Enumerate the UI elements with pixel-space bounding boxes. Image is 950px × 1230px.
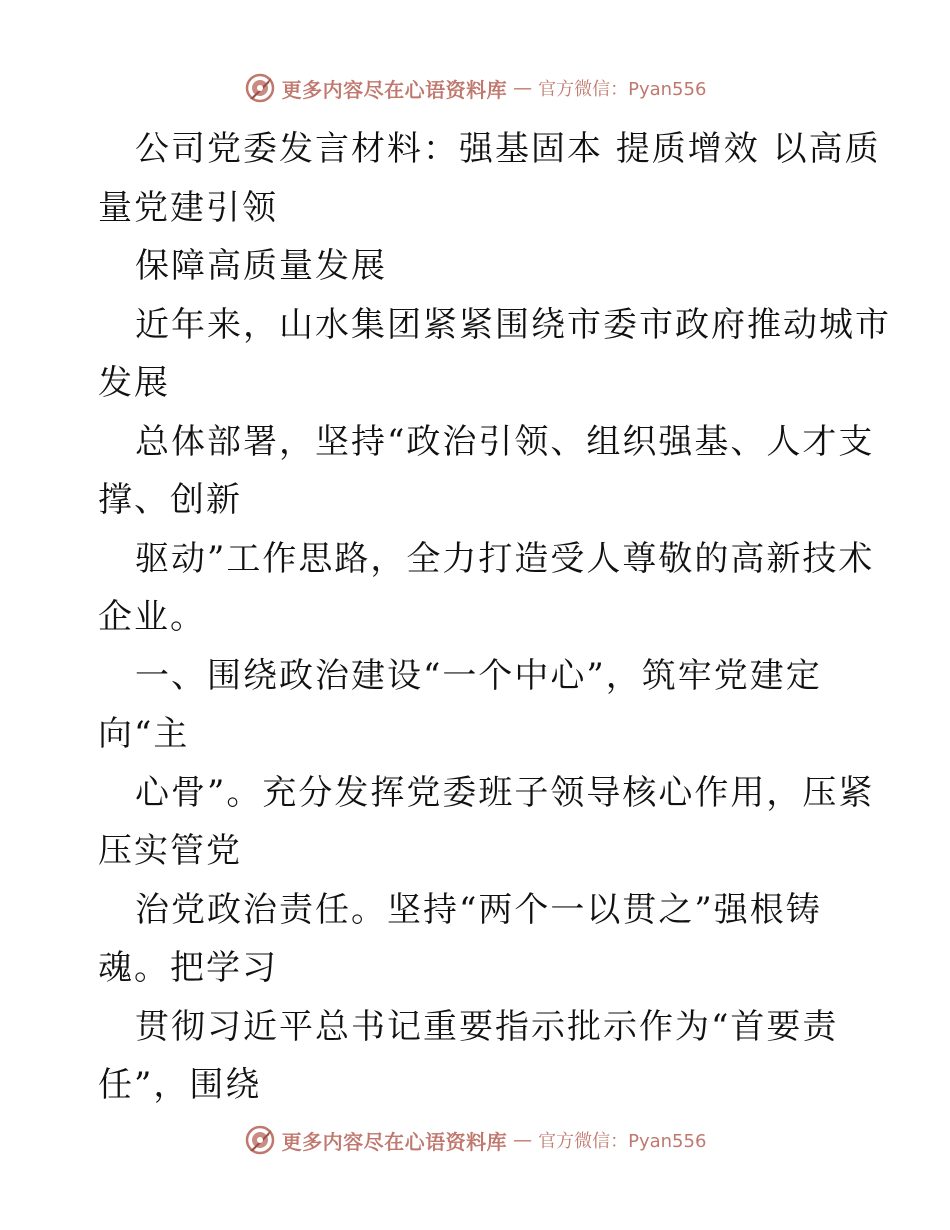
watermark-dash: — [513,77,533,99]
doc-line: 任”，围绕 [98,1065,262,1105]
doc-line: 量党建引领 [98,187,278,228]
doc-line: 魂。把学习 [98,948,278,988]
doc-line: 向“主 [98,714,190,754]
watermark-main-text: 更多内容尽在心语资料库 [281,1129,508,1154]
header-watermark [0,72,950,104]
doc-line: 贯彻习近平总书记重要指示批示作为“首要责 [135,1006,839,1047]
document-body [98,120,891,1115]
doc-line: 公司党委发言材料：强基固本 提质增效 以高质 [135,129,881,169]
quill-seal-icon [244,72,276,104]
doc-line: 治党政治责任。坚持“两个一以贯之”强根铸 [135,889,822,930]
footer-watermark [0,1124,950,1156]
watermark-main-text: 更多内容尽在心语资料库 [281,77,508,102]
doc-line: 一、围绕政治建设“一个中心”，筑牢党建定 [135,655,822,696]
doc-line: 驱动”工作思路，全力打造受人尊敬的高新技术 [135,538,875,579]
doc-line: 总体部署，坚持“政治引领、组织强基、人才支 [135,421,875,462]
doc-line: 保障高质量发展 [135,246,387,286]
doc-line: 撑、创新 [98,480,242,520]
watermark-sub-text: 官方微信：Pyan556 [538,79,707,100]
doc-line: 压实管党 [98,831,242,871]
doc-line: 心骨”。充分发挥党委班子领导核心作用，压紧 [135,772,875,813]
quill-seal-icon [244,1124,276,1156]
doc-line: 近年来，山水集团紧紧围绕市委市政府推动城市 [135,304,891,345]
watermark-dash: — [513,1129,533,1151]
watermark-sub-text: 官方微信：Pyan556 [538,1131,707,1152]
doc-line: 企业。 [98,597,206,637]
doc-line: 发展 [98,363,170,403]
